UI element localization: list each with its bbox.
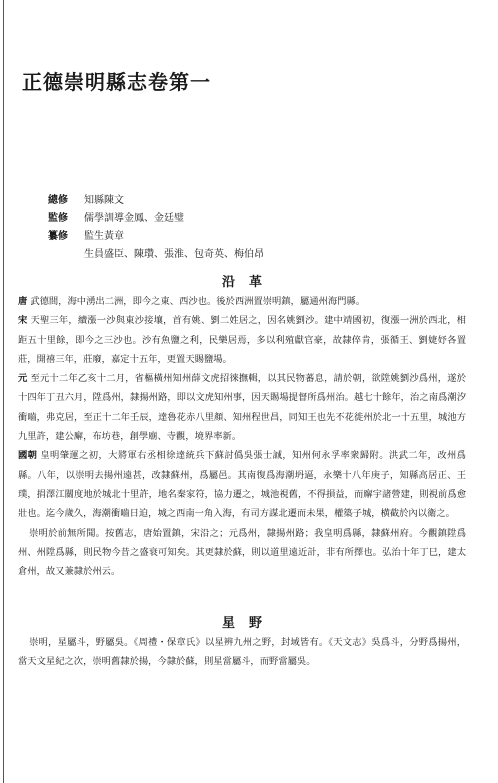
section-heading-astral-field: 星野 <box>221 616 276 631</box>
page-edge-rule <box>3 0 4 783</box>
history-paragraph <box>18 311 466 369</box>
credit-row <box>48 246 348 264</box>
credit-name: 生員盛臣、陳瓚、張淮、包奇英、梅伯昂 <box>84 249 264 260</box>
compiler-credits <box>48 192 348 264</box>
credit-name: 監生黃章 <box>84 231 124 242</box>
credit-name: 儒學訓導金鳳、金廷璧 <box>84 213 184 224</box>
history-paragraph <box>18 446 466 523</box>
era-label: 國朝 <box>18 450 38 462</box>
chapter-title: 正德崇明縣志卷第一 <box>22 70 211 94</box>
paragraph-text: 崇明於前無所聞。按舊志，唐始置鎮，宋沿之；元爲州，隸揚州路；我皇明爲縣，隸蘇州府。今觀鎮陞爲州、州陞爲縣，則民物今昔之盛衰可知矣。其更隸於蘇，則以道里遠近計，非有所擇也。弘治十年丁巳，建太倉州，故又兼隸於州云。 <box>18 527 466 578</box>
section-body-history <box>18 292 466 581</box>
credit-row <box>48 228 348 246</box>
history-paragraph <box>18 292 466 311</box>
credit-role: 監修 <box>48 213 68 224</box>
credit-role <box>48 246 84 264</box>
paragraph-text: 崇明，星屬斗，野屬吳。《周禮・保章氏》以星辨九州之野，封域皆有。《天文志》吳爲斗，分野爲揚州，當天文星紀之次，崇明舊隸於揚，今隸於蘇，則星當屬斗，而野當屬吳。 <box>18 637 466 668</box>
history-commentary <box>18 524 466 582</box>
credit-row <box>48 210 348 228</box>
credit-role: 總修 <box>48 195 68 206</box>
paragraph-text: 天聖三年，續漲一沙與東沙接壤，首有姚、劉二姓居之，因名姚劉沙。建中靖國初，復漲一洲於西北，相距五十里餘，即今之三沙也。沙有魚鹽之利，民樂居焉，多以利殖獻官豪，故隸倅肯，張循王、劉婕妤各置莊，開禧三年，莊廢，嘉定十五年，更置天賜鹽場。 <box>18 315 466 365</box>
section-body-astral-field <box>18 633 466 672</box>
paragraph-text: 至元十二年乙亥十二月，省樞橫州知州薛文虎招徠撫輯，以其民物蕃息，請於朝，欲陞姚劉沙爲州，遂於十四年丁丑六月，陞爲州，隸揚州路，即以文虎知州事，因天賜場提督所爲州治。越七十餘年，治之南爲潮汐衝嚙，弗克居，至正十二年壬辰，達魯花赤八里顏、知州程世昌，同知王也先不花徙州於北一十五里，城池方九里許，建公廨，布坊巷，創學廟、寺觀，境界率新。 <box>18 373 466 443</box>
credit-row <box>48 192 348 210</box>
credit-name: 知縣陳文 <box>84 195 124 206</box>
paragraph-text: 武德間，海中湧出二洲，即今之東、西沙也。後於西洲置崇明鎮，屬通州海門縣。 <box>30 296 366 307</box>
credit-role: 纂修 <box>48 231 68 242</box>
section-heading-history: 沿革 <box>221 275 276 290</box>
era-label: 元 <box>18 373 28 385</box>
era-label: 唐 <box>18 296 28 307</box>
era-label: 宋 <box>18 315 28 327</box>
paragraph-text: 皇明肇運之初，大將軍右丞相徐達統兵下蘇討僞吳張士誠，知州何永孚率衆歸附。洪武二年，改州爲縣。八年，以崇明去揚州遠甚，改隸蘇州，爲屬邑。其南復爲海潮坍逼，永樂十八年庚子，知縣高居正、王璞，捐澤江關度地於城北十里許，地名秦家符，協力遷之，城池視舊，不得損益，而廨宇諸營建，則視前爲愈壯也。迄今歲久，海潮衝嚙日迫，城之西南一角入海，有司方謀北遷而未果，權築子城，横截於內以衛之。 <box>18 450 466 520</box>
history-paragraph <box>18 369 466 446</box>
astral-paragraph <box>18 633 466 672</box>
